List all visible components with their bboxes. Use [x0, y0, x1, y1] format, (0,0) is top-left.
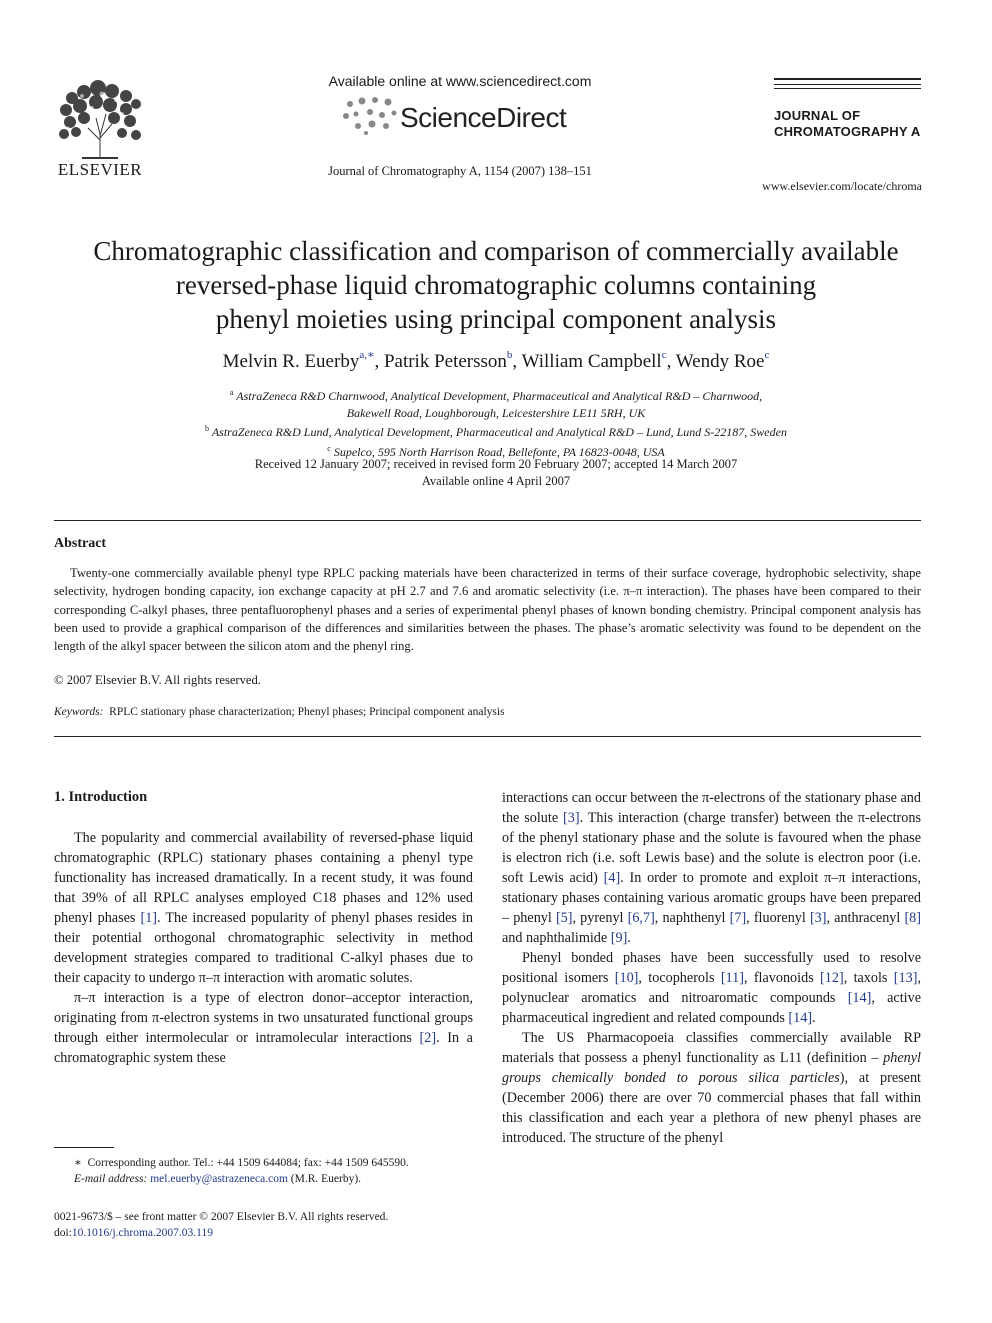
journal-rule — [774, 88, 921, 89]
author-name: William Campbell — [521, 351, 662, 372]
abstract-copyright: © 2007 Elsevier B.V. All rights reserved. — [54, 673, 261, 687]
footnote-mark: ∗ — [74, 1157, 82, 1169]
journal-name-line1: JOURNAL OF — [774, 108, 861, 123]
footnote-rule — [54, 1147, 114, 1148]
paragraph: The popularity and commercial availability of reversed-phase liquid chromatographic (RPLC) stationary phases containing a phenyl type functionality has increased dramatically. In a recent study, it was found that 39% of all RPLC analyses employed C18 phases and 12% used phenyl phases [1]. The increased popularity of phenyl phases resides in their potential orthogonal chromatographic selectivity in method development strategies compared to traditional C-alkyl phases due to their capacity to undergo π–π interaction with aromatic solutes. — [54, 830, 473, 986]
article-dates — [60, 456, 932, 490]
sciencedirect-wordmark: ScienceDirect — [400, 102, 567, 133]
article-title — [40, 234, 952, 336]
journal-rule — [774, 84, 921, 85]
citation-link[interactable]: [5] — [555, 910, 573, 926]
affiliations — [60, 385, 932, 460]
available-online-text[interactable]: Available online at www.sciencedirect.com — [328, 73, 592, 89]
issn-line: 0021-9673/$ – see front matter © 2007 Elsevier B.V. All rights reserved. — [54, 1211, 389, 1223]
affiliation-a: $^a$ AstraZeneca R&D Charnwood, Analytical Development, Pharmaceutical and Analytical R&D – Charnwood, — [229, 388, 763, 403]
citation-link[interactable]: [12] — [820, 970, 844, 986]
affiliation-c: $^c$ Supelco, 595 North Harrison Road, Bellefonte, PA 16823-0048, USA — [327, 443, 665, 459]
paragraph: Phenyl bonded phases have been successfully used to resolve positional isomers [10], tocopherols [11], flavonoids [12], taxols [13], polynuclear aromatics and nitroaromatic compounds [14], active pharmaceutical ingredient and related compounds [14]. — [502, 950, 921, 1026]
left-column — [54, 828, 473, 1068]
affiliation-b: $^b$ AstraZeneca R&D Lund, Analytical Development, Pharmaceutical and Analytical R&D – Lund, Lund S-22187, Sweden — [205, 424, 787, 439]
journal-rule — [774, 78, 921, 80]
journal-citation: Journal of Chromatography A, 1154 (2007) 138–151 — [328, 164, 592, 178]
keywords — [54, 706, 505, 718]
divider — [54, 736, 921, 737]
journal-url[interactable]: www.elsevier.com/locate/chroma — [762, 179, 922, 193]
author-name: Patrik Petersson — [383, 351, 507, 372]
author-affil-link[interactable]: c — [661, 349, 667, 361]
affiliation-a-line2: Bakewell Road, Loughborough, Leicestershire LE11 5RH, UK — [346, 405, 646, 420]
author-affil-link[interactable]: a,∗ — [359, 349, 375, 361]
paragraph: interactions can occur between the π-electrons of the stationary phase and the solute [3]. This interaction (charge transfer) between the π-electrons of the phenyl stationary phase and the solute is favoured when the phase is electron rich (i.e. soft Lewis base) and the solute is electron poor (i.e. soft Lewis acid) [4]. In order to promote and exploit π–π interactions, stationary phases containing various aromatic groups have been prepared – phenyl [5], pyrenyl [6,7], naphthenyl [7], fluorenyl [3], anthracenyl [8] and naphthalimide [9]. — [502, 790, 921, 946]
citation-link[interactable]: [7] — [729, 910, 747, 926]
paragraph: π–π interaction is a type of electron donor–acceptor interaction, originating from π-electron systems in two unsaturated functional groups through either intermolecular or intramolecular interactions [2]. In a chromatographic system these — [54, 990, 473, 1066]
keywords-label: Keywords: — [54, 706, 104, 718]
title-line: Chromatographic classification and comparison of commercially available — [93, 236, 899, 266]
email-link[interactable]: mel.euerby@astrazeneca.com — [150, 1173, 288, 1185]
corresponding-author-footnote: ∗ Corresponding author. Tel.: +44 1509 644084; fax: +44 1509 645590. E-mail address: mel.euerby@astrazeneca.com (M.R. Euerby). — [74, 1157, 409, 1185]
section-heading-introduction: 1. Introduction — [54, 789, 148, 805]
citation-link[interactable]: [11] — [720, 970, 744, 986]
author-affil-link[interactable]: b — [506, 349, 513, 361]
title-line: reversed-phase liquid chromatographic columns containing — [175, 270, 817, 300]
citation-link[interactable]: [3] — [563, 810, 580, 826]
author-affil-link[interactable]: c — [764, 349, 770, 361]
citation-link[interactable]: [14] — [847, 990, 872, 1006]
citation-link[interactable]: [13] — [893, 970, 918, 986]
abstract-heading: Abstract — [54, 536, 107, 551]
citation-link[interactable]: [3] — [809, 910, 827, 926]
elsevier-wordmark: ELSEVIER — [57, 160, 143, 179]
citation-link[interactable]: [4] — [603, 870, 621, 886]
journal-name-line2: CHROMATOGRAPHY A — [774, 124, 921, 139]
keywords-list: RPLC stationary phase characterization; Phenyl phases; Principal component analysis — [109, 706, 505, 718]
author-list: Melvin R. Euerby$^{a,∗}$, Patrik Petersson$^b$, William Campbell$^c$, Wendy Roe$^c$ — [222, 349, 770, 372]
journal-name — [774, 108, 934, 140]
citation-link[interactable]: [6,7] — [627, 910, 655, 926]
citation-link[interactable]: [9] — [610, 930, 628, 946]
title-line: phenyl moieties using principal component analysis — [215, 304, 777, 334]
front-matter-info: 0021-9673/$ – see front matter © 2007 Elsevier B.V. All rights reserved. doi:10.1016/j.chroma.2007.03.119 — [54, 1209, 473, 1241]
author-name: Melvin R. Euerby — [222, 351, 360, 372]
available-date: Available online 4 April 2007 — [421, 474, 571, 488]
doi-link[interactable]: 10.1016/j.chroma.2007.03.119 — [71, 1227, 213, 1239]
author-name: Wendy Roe — [675, 351, 765, 372]
right-column — [502, 788, 921, 1148]
sciencedirect-dots-icon — [342, 96, 398, 136]
paragraph: The US Pharmacopoeia classifies commercially available RP materials that possess a phenyl functionality as L11 (definition – phenyl groups chemically bonded to porous silica particles), at present (December 2006) there are over 70 commercial phases that fall within this classification and each year a plethora of new phenyl phases are introduced. The structure of the phenyl — [502, 1030, 922, 1146]
citation-link[interactable]: [1] — [140, 910, 158, 926]
citation-link[interactable]: [8] — [904, 910, 921, 926]
citation-link[interactable]: [14] — [788, 1010, 813, 1026]
citation-link[interactable]: [2] — [419, 1030, 437, 1046]
received-dates: Received 12 January 2007; received in revised form 20 February 2007; accepted 14 March 2007 — [254, 457, 738, 471]
abstract-text: Twenty-one commercially available phenyl type RPLC packing materials have been characterized in terms of their surface coverage, hydrophobic selectivity, shape selectivity, hydrogen bonding capacity, ion exchange capacity at pH 2.7 and 7.6 and aromatic selectivity (i.e. π–π interaction). The phases have been compared to their corresponding C-alkyl phases, three pentafluorophenyl phases and a series of experimental phenyl phases of known bonding chemistry. Principal component analysis has been used to provide a graphical comparison of the differences and similarities between the phases. The phase’s aromatic selectivity was found to be dependent on the length of the alkyl spacer between the silicon atom and the phenyl ring. — [54, 566, 921, 654]
citation-link[interactable]: [10] — [614, 970, 639, 986]
divider — [54, 520, 921, 521]
